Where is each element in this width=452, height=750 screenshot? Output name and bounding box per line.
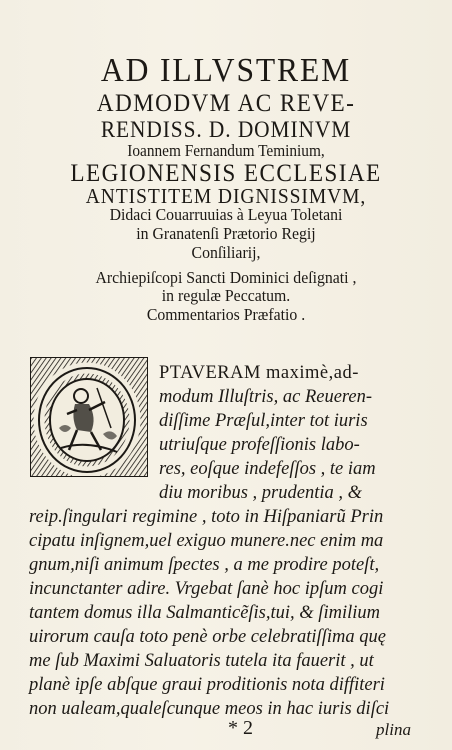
title-line-1: AD ILLVSTREM (100, 52, 352, 89)
text-line: diu moribus , prudentia , & (159, 483, 362, 503)
title-line-4: Ioannem Fernandum Teminium, (127, 141, 325, 160)
text-line: PTAVERAM maximè,ad- (159, 363, 359, 383)
text-line: res, eoſque indefeſſos , te iam (159, 459, 376, 479)
text-line: cipatu inſignem,uel exiguo munere.nec enim ma (29, 531, 384, 551)
text-line: tantem domus illa Salmanticẽſis,tui, & ſimilium (29, 603, 380, 623)
title-line-11: in regulæ Peccatum. (161, 286, 291, 305)
signature-mark: * 2 (228, 717, 253, 739)
title-line-2: ADMODVM AC REVE- (96, 90, 356, 117)
text-line: me ſub Maximi Saluatoris tutela ita fauerit , ut (29, 651, 374, 671)
title-line-7: Didaci Couarruuias à Leyua Toletani (109, 205, 343, 224)
decorated-initial-icon (30, 357, 148, 477)
text-line: modum Illuſtris, ac Reueren- (159, 387, 373, 407)
text-line: planè ipſe abſque graui proditionis nota diffiteri (29, 675, 385, 695)
title-line-10: Archiepiſcopi Sancti Dominici deſignati , (95, 268, 357, 287)
title-line-6: ANTISTITEM DIGNISSIMVM, (85, 184, 367, 208)
title-line-3: RENDISS. D. DOMINVM (100, 117, 352, 142)
catchword: plina (376, 720, 411, 739)
title-line-9: Conſiliarij, (191, 243, 261, 262)
title-line-5: LEGIONENSIS ECCLESIAE (70, 160, 382, 187)
title-line-8: in Granatenſi Prætorio Regij (136, 224, 316, 243)
text-line: non ualeam,qualeſcunque meos in hac iuris diſci (29, 699, 390, 719)
text-line: gnum,niſi animum ſpectes , a me prodire poteſt, (29, 555, 380, 575)
text-line: incunctanter adire. Vrgebat ſanè hoc ipſum cogi (29, 579, 384, 599)
text-line: diſſime Præſul,inter tot iuris (159, 411, 368, 431)
text-line: reip.ſingulari regimine , toto in Hiſpaniarũ Prin (29, 507, 384, 527)
title-line-12: Commentarios Præfatio . (146, 305, 306, 324)
text-line: uirorum cauſa toto penè orbe celebratiſſima quę (29, 627, 386, 647)
text-line: utriuſque profeſſionis labo- (159, 435, 360, 455)
